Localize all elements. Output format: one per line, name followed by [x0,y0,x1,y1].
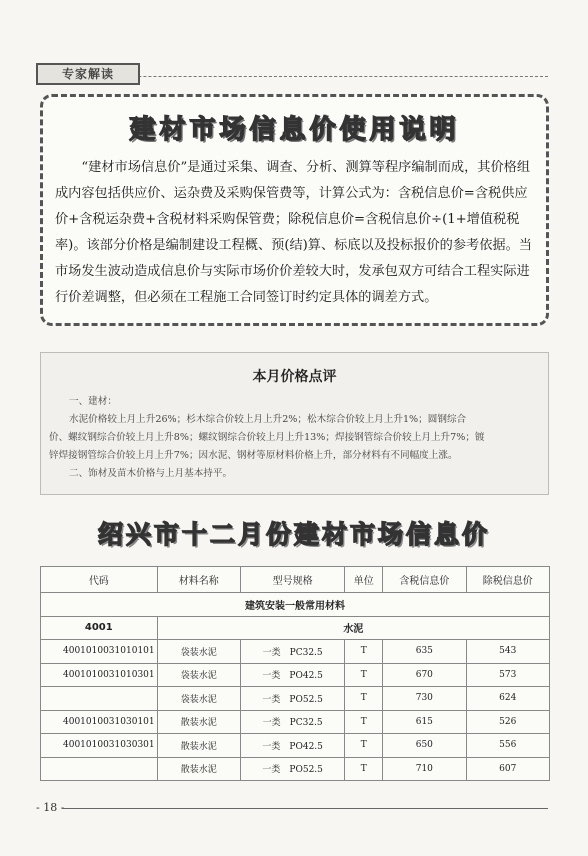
cell-unit: T [345,687,383,711]
cell-spec: 一类 PO52.5 [240,757,344,781]
table-header-row [41,567,550,593]
section-tag: 专家解读 [36,63,140,85]
review-line: 锌焊接钢管综合价较上月上升7%；因水泥、钢材等原材料价格上升，部分材料有不同幅度上涨。 [49,450,458,461]
cell-material: 散装水泥 [157,734,240,758]
cell-unit: T [345,640,383,664]
column-header: 材料名称 [157,567,240,593]
cell-material: 袋装水泥 [157,663,240,687]
table-row [41,687,550,711]
table-row [41,734,550,758]
cell-tax-price: 670 [383,663,466,687]
column-header: 单位 [345,567,383,593]
cell-code: 4001010031030101 [41,710,158,734]
bottom-divider [62,808,548,809]
cell-spec: 一类 PO42.5 [240,663,344,687]
cell-tax-price: 635 [383,640,466,664]
review-line: 二、饰材及苗木价格与上月基本持平。 [69,468,233,479]
column-header: 型号规格 [240,567,344,593]
table-row [41,640,550,664]
cell-tax-price: 650 [383,734,466,758]
review-line: 一、建材： [69,396,117,407]
cell-spec: 一类 PO42.5 [240,734,344,758]
notice-title: 建材市场信息价使用说明 [129,115,460,145]
cell-net-price: 573 [466,663,549,687]
cell-code [41,757,158,781]
notice-body: “建材市场信息价”是通过采集、调查、分析、测算等程序编制而成，其价格组成内容包括供应价、运杂费及采购保管费等，计算公式为：含税信息价=含税供应价+含税运杂费+含税材料采购保管费；除税信息价=含税信息价÷(1+增值税税率)。该部分价格是编制建设工程概、预(结)算、标底以及投标报价的参考依据。当市场发生波动造成信息价与实际市场价价差较大时，发承包双方可结合工程实际进行价差调整，但必须在工程施工合同签订时约定具体的调差方式。 [55,160,532,305]
review-line: 价、螺纹钢综合价较上月上升8%；螺纹钢综合价较上月上升13%；焊接钢管综合价较上月上升7%；镀 [49,432,485,443]
cell-tax-price: 710 [383,757,466,781]
cell-material: 袋装水泥 [157,640,240,664]
cell-code [41,687,158,711]
cell-material: 散装水泥 [157,710,240,734]
cell-unit: T [345,663,383,687]
cell-unit: T [345,757,383,781]
price-list-title: 绍兴市十二月份建材市场信息价 [97,520,490,549]
price-table [40,566,550,781]
cell-spec: 一类 PC32.5 [240,710,344,734]
cell-tax-price: 730 [383,687,466,711]
table-row [41,710,550,734]
group-code: 4001 [41,616,158,640]
monthly-review-box [40,352,549,495]
page-number: - 18 - [36,801,65,814]
cell-code: 4001010031030301 [41,734,158,758]
cell-material: 袋装水泥 [157,687,240,711]
cell-unit: T [345,734,383,758]
column-header: 除税信息价 [466,567,549,593]
review-body [49,393,540,483]
table-row [41,757,550,781]
cell-spec: 一类 PO52.5 [240,687,344,711]
column-header: 代码 [41,567,158,593]
cell-spec: 一类 PC32.5 [240,640,344,664]
cell-net-price: 526 [466,710,549,734]
cell-material: 散装水泥 [157,757,240,781]
review-line: 水泥价格较上月上升26%；杉木综合价较上月上升2%；松木综合价较上月上升1%；圆钢综合 [69,414,467,425]
cell-tax-price: 615 [383,710,466,734]
group-row [41,616,550,640]
usage-notice-box [40,94,549,326]
cell-net-price: 543 [466,640,549,664]
column-header: 含税信息价 [383,567,466,593]
review-title: 本月价格点评 [252,369,337,385]
cell-unit: T [345,710,383,734]
group-name: 水泥 [157,616,549,640]
cell-net-price: 624 [466,687,549,711]
category-label: 建筑安装一般常用材料 [41,593,550,617]
cell-net-price: 556 [466,734,549,758]
cell-code: 4001010031010301 [41,663,158,687]
cell-code: 4001010031010101 [41,640,158,664]
table-row [41,663,550,687]
category-row [41,593,550,617]
cell-net-price: 607 [466,757,549,781]
